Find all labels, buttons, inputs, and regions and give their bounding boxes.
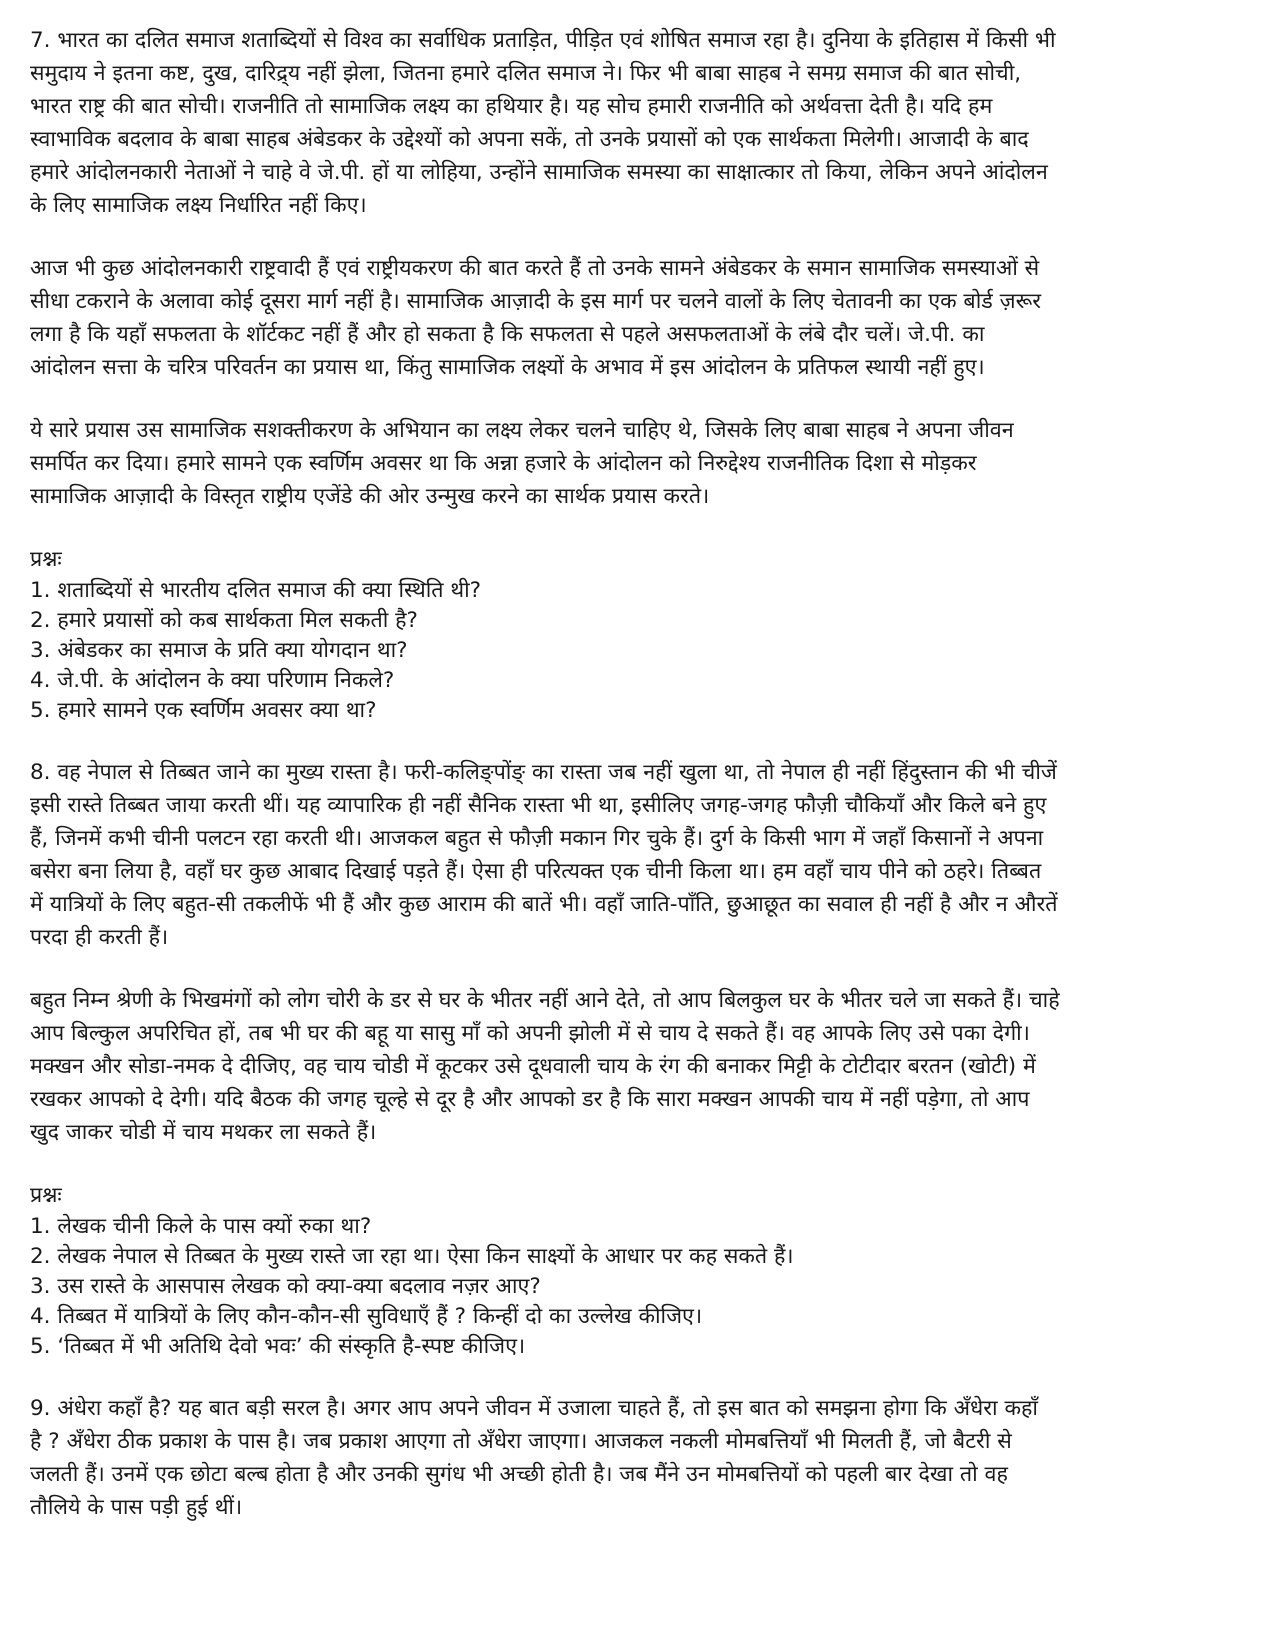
text-line: जलती हैं। उनमें एक छोटा बल्ब होता है और उनकी सुगंध भी अच्छी होती है। जब मैंने उन मोमबत्तियों को पहली बार देखा तो वह <box>30 1462 1008 1487</box>
questions-heading: प्रश्नः <box>30 547 62 572</box>
text-line: 8. वह नेपाल से तिब्बत जाने का मुख्य रास्ता है। फरी-कलिङ्पोंङ् का रास्ता जब नहीं खुला था, तो नेपाल ही नहीं हिंदुस्तान की भी चीजें <box>30 760 1057 785</box>
text-line: 9. अंधेरा कहाँ है? यह बात बड़ी सरल है। अगर आप अपने जीवन में उजाला चाहते हैं, तो इस बात को समझना होगा कि अँधेरा कहाँ <box>30 1396 1038 1421</box>
passage-8 <box>30 756 1252 1362</box>
text-line: भारत राष्ट्र की बात सोची। राजनीति तो सामाजिक लक्ष्य का हथियार है। यह सोच हमारी राजनीति को अर्थवत्ता देती है। यदि हम <box>30 94 993 119</box>
text-line: समुदाय ने इतना कष्ट, दुख, दारिद्र्य नहीं झेला, जितना हमारे दलित समाज ने। फिर भी बाबा साहब ने समग्र समाज की बात सोची, <box>30 61 1022 86</box>
question-item: 3. उस रास्ते के आसपास लेखक को क्या-क्या बदलाव नज़र आए? <box>30 1274 541 1299</box>
question-item: 5. ‘तिब्बत में भी अतिथि देवो भवः’ की संस्कृति है-स्पष्ट कीजिए। <box>30 1334 526 1359</box>
text-line: 7. भारत का दलित समाज शताब्दियों से विश्व का सर्वाधिक प्रताड़ित, पीड़ित एवं शोषित समाज रहा है। दुनिया के इतिहास में किसी भी <box>30 28 1056 53</box>
text-line: रखकर आपको दे देगी। यदि बैठक की जगह चूल्हे से दूर है और आपको डर है कि सारा मक्खन आपकी चाय में नहीं पड़ेगा, तो आप <box>30 1087 1030 1112</box>
question-item: 2. लेखक नेपाल से तिब्बत के मुख्य रास्ते जा रहा था। ऐसा किन साक्ष्यों के आधार पर कह सकते हैं। <box>30 1244 794 1269</box>
text-line: बसेरा बना लिया है, वहाँ घर कुछ आबाद दिखाई पड़ते हैं। ऐसा ही परित्यक्त एक चीनी किला था। हम वहाँ चाय पीने को ठहरे। तिब्बत <box>30 859 1042 884</box>
text-line: बहुत निम्न श्रेणी के भिखमंगों को लोग चोरी के डर से घर के भीतर नहीं आने देते, तो आप बिलकुल घर के भीतर चले जा सकते हैं। चाहे <box>30 988 1060 1013</box>
text-line: समर्पित कर दिया। हमारे सामने एक स्वर्णिम अवसर था कि अन्ना हजारे के आंदोलन को निरुद्देश्य राजनीतिक दिशा से मोड़कर <box>30 451 977 476</box>
passage-9-paragraph-1 <box>30 1392 1252 1524</box>
text-line: खुद जाकर चोडी में चाय मथकर ला सकते हैं। <box>30 1120 377 1145</box>
text-line: हमारे आंदोलनकारी नेताओं ने चाहे वे जे.पी. हों या लोहिया, उन्होंने सामाजिक समस्या का साक्षात्कार तो किया, लेकिन अपने आंदोलन <box>30 160 1048 185</box>
text-line: आज भी कुछ आंदोलनकारी राष्ट्रवादी हैं एवं राष्ट्रीयकरण की बात करते हैं तो उनके सामने अंबेडकर के समान सामाजिक समस्याओं से <box>30 256 1040 281</box>
passage-7-paragraph-3 <box>30 414 1252 513</box>
question-item: 1. लेखक चीनी किले के पास क्यों रुका था? <box>30 1214 372 1239</box>
question-item: 3. अंबेडकर का समाज के प्रति क्या योगदान था? <box>30 638 408 663</box>
text-line: मक्खन और सोडा-नमक दे दीजिए, वह चाय चोडी में कूटकर उसे दूधवाली चाय के रंग की बनाकर मिट्टी के टोटीदार बरतन (खोटी) में <box>30 1054 1036 1079</box>
question-item: 2. हमारे प्रयासों को कब सार्थकता मिल सकती है? <box>30 608 418 633</box>
question-list <box>30 1212 1252 1362</box>
text-line: तौलिये के पास पड़ी हुई थीं। <box>30 1495 243 1520</box>
text-line: आंदोलन सत्ता के चरित्र परिवर्तन का प्रयास था, किंतु सामाजिक लक्ष्यों के अभाव में इस आंदोलन के प्रतिफल स्थायी नहीं हुए। <box>30 355 985 380</box>
text-line: इसी रास्ते तिब्बत जाया करती थीं। यह व्यापारिक ही नहीं सैनिक रास्ता भी था, इसीलिए जगह-जगह फौज़ी चौकियाँ और किले बने हुए <box>30 793 1047 818</box>
passage-7-paragraph-1 <box>30 24 1252 222</box>
question-list <box>30 576 1252 726</box>
question-item: 5. हमारे सामने एक स्वर्णिम अवसर क्या था? <box>30 698 377 723</box>
text-line: सामाजिक आज़ादी के विस्तृत राष्ट्रीय एजेंडे की ओर उन्मुख करने का सार्थक प्रयास करते। <box>30 484 710 509</box>
text-line: में यात्रियों के लिए बहुत-सी तकलीफें भी हैं और कुछ आराम की बातें भी। वहाँ जाति-पाँति, छुआछूत का सवाल ही नहीं है और न औरतें <box>30 892 1058 917</box>
text-line: सीधा टकराने के अलावा कोई दूसरा मार्ग नहीं है। सामाजिक आज़ादी के इस मार्ग पर चलने वालों के लिए चेतावनी का एक बोर्ड ज़रूर <box>30 289 1042 314</box>
text-line: है ? अँधेरा ठीक प्रकाश के पास है। जब प्रकाश आएगा तो अँधेरा जाएगा। आजकल नकली मोमबत्तियाँ भी मिलती हैं, जो बैटरी से <box>30 1429 1012 1454</box>
text-line: आप बिल्कुल अपरिचित हों, तब भी घर की बहू या सासु माँ को अपनी झोली में से चाय दे सकते हैं। वह आपके लिए उसे पका देगी। <box>30 1021 1030 1046</box>
text-line: हैं, जिनमें कभी चीनी पलटन रहा करती थी। आजकल बहुत से फौज़ी मकान गिर चुके हैं। दुर्ग के किसी भाग में जहाँ किसानों ने अपना <box>30 826 1044 851</box>
document-page <box>30 24 1252 1554</box>
passage-8-paragraph-1 <box>30 756 1252 954</box>
text-line: लगा है कि यहाँ सफलता के शॉर्टकट नहीं हैं और हो सकता है कि सफलता से पहले असफलताओं के लंबे दौर चलें। जे.पी. का <box>30 322 985 347</box>
question-item: 4. जे.पी. के आंदोलन के क्या परिणाम निकले? <box>30 668 395 693</box>
question-item: 1. शताब्दियों से भारतीय दलित समाज की क्या स्थिति थी? <box>30 578 482 603</box>
text-line: ये सारे प्रयास उस सामाजिक सशक्तीकरण के अभियान का लक्ष्य लेकर चलने चाहिए थे, जिसके लिए बाबा साहब ने अपना जीवन <box>30 418 1014 443</box>
passage-7 <box>30 24 1252 726</box>
passage-7-paragraph-2 <box>30 252 1252 384</box>
question-item: 4. तिब्बत में यात्रियों के लिए कौन-कौन-सी सुविधाएँ हैं ? किन्हीं दो का उल्लेख कीजिए। <box>30 1304 703 1329</box>
passage-7-questions <box>30 543 1252 726</box>
questions-heading: प्रश्नः <box>30 1183 62 1208</box>
passage-8-paragraph-2 <box>30 984 1252 1149</box>
text-line: परदा ही करती हैं। <box>30 925 169 950</box>
passage-8-questions <box>30 1179 1252 1362</box>
passage-9 <box>30 1392 1252 1524</box>
text-line: स्वाभाविक बदलाव के बाबा साहब अंबेडकर के उद्देश्यों को अपना सकें, तो उनके प्रयासों को एक सार्थकता मिलेगी। आजादी के बाद <box>30 127 1029 152</box>
text-line: के लिए सामाजिक लक्ष्य निर्धारित नहीं किए। <box>30 193 367 218</box>
